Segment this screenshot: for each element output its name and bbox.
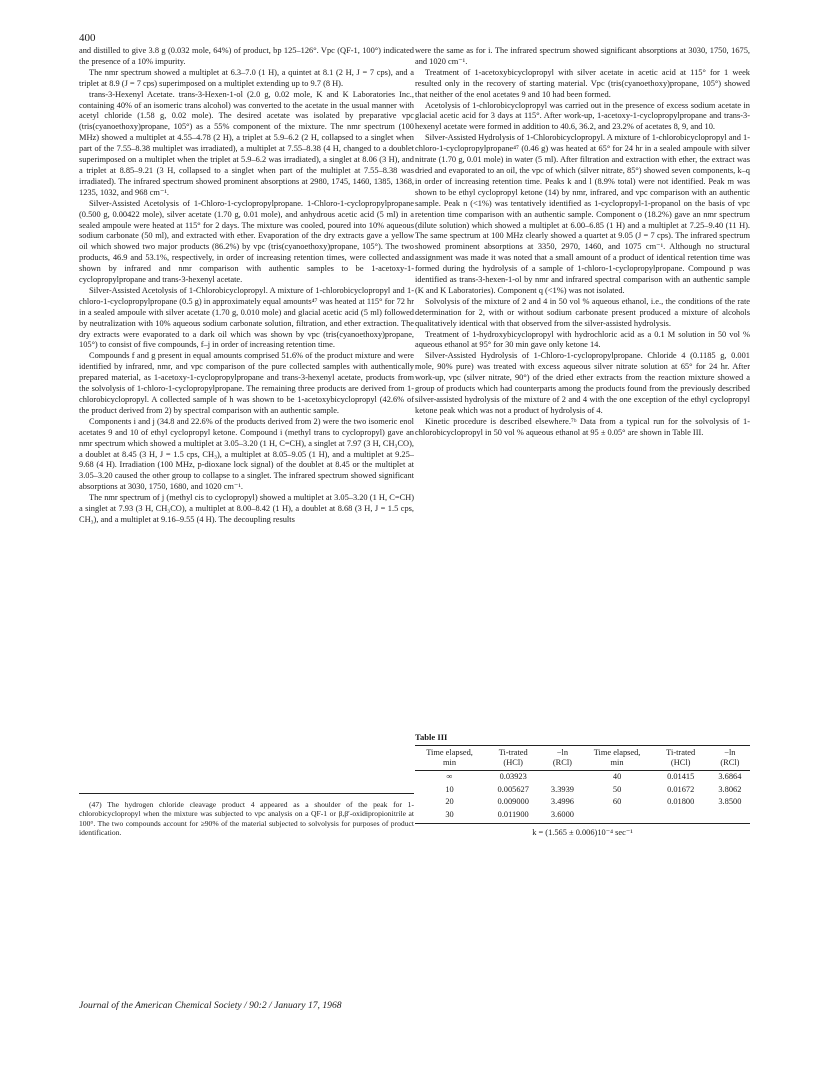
table-row — [415, 771, 750, 784]
column-header: −ln (RCl) — [710, 746, 750, 771]
table-row — [415, 796, 750, 809]
column-header: Ti-trated (HCl) — [484, 746, 542, 771]
table-cell — [652, 809, 710, 824]
paragraph: Acetolysis of 1-chlorobicyclopropyl was carried out in the presence of excess sodium acetate in glacial acetic acid for 3 days at 115°. After work-up, 1-acetoxy-1-cyclopropylpropane and trans-3-hexenyl acetate were formed in addition to 40.6, 36.2, and 23.2% of acetates 8, 9, and 10. — [415, 100, 750, 132]
table-cell: 0.03923 — [499, 772, 527, 781]
paragraph: The nmr spectrum showed a multiplet at 6.3–7.0 (1 H), a quintet at 8.1 (2 H, J = 7 cps), and a triplet at 8.9 (J = 7 cps) superimposed on a multiplet extending up to 9.7 (8 H). — [79, 67, 414, 88]
table-cell: 0.01800 — [667, 797, 695, 806]
paragraph: Silver-Assisted Hydrolysis of 1-Chloro-1-cyclopropylpropane. Chloride 4 (0.1185 g, 0.001 mole, 90% pure) was treated with excess aqueous silver nitrate solution at 65° for 24 hr. After work-up, vpc (silver nitrate, 90°) of the dried ether extracts from the reaction mixture showed a group of products which had counterparts among the products found from the previously described silver-assisted hydrolysis of the mixture of 2 and 4 with the one exception of the ethyl cyclopropyl ketone peak which was not a product of hydrolysis of 4. — [415, 351, 750, 415]
paragraph: Silver-Assisted Hydrolysis of 1-Chlorobicyclopropyl. A mixture of 1-chlorobicyclopropyl and 1-chloro-1-cyclopropylpropane⁴⁷ (0.46 g) was heated at 65° for 24 hr in a sealed ampoule with silver nitrate (1.70 g, 0.01 mole) in water (5 ml). After filtration and extraction with ether, the extract was dried and evaporated to an oil, the vpc of which (silver nitrate, 85°) showed seven components, k–q in order of increasing retention time. Peaks k and l (8.9% total) were not identified. Peak m was shown to be ethyl cyclopropyl ketone (14) by nmr, infrared, and vpc comparison with an authentic sample. Peak n (<1%) was tentatively identified as 1-cyclopropyl-1-propanol on the basis of vpc retention time comparison with an authentic sample. Component o (18.2%) gave an nmr spectrum (dilute solution) which showed a multiplet at 6.00–6.85 (1 H) and a multiplet at 7.25–9.40 (11 H). The same spectrum at 100 MHz clearly showed a quartet at 9.05 (J = 7 cps). The infrared spectrum showed prominent absorptions at 3350, 2970, 1460, and 1075 cm⁻¹. Although no structural assignment was made it was noted that a small amount of a product of identical retention time was formed during the hydrolysis of a sample of 1-chloro-1-cyclopropylpropane. Compound p was identified as trans-3-hexen-1-ol by nmr and infrared spectral comparison with an authentic sample (K and K Laboratories). Component q (<1%) was not isolated. — [415, 133, 750, 295]
paragraph: Treatment of 1-hydroxybicyclopropyl with hydrochloric acid as a 0.1 M solution in 50 vol % aqueous ethanol at 95° for 30 min gave only ketone 14. — [415, 329, 750, 350]
table-cell: 0.01415 — [667, 772, 695, 781]
table-cell: 10 — [445, 784, 454, 794]
left-column — [79, 46, 414, 526]
footnote-divider — [79, 793, 414, 794]
table-cell: 3.8062 — [718, 784, 742, 794]
table-cell: 0.005627 — [497, 784, 529, 794]
table-cell: 50 — [612, 784, 622, 794]
paragraph: and distilled to give 3.8 g (0.032 mole, 64%) of product, bp 125–126°. Vpc (QF-1, 100°) indicated the presence of a 10% impurity. — [79, 46, 414, 66]
paragraph: trans-3-Hexenyl Acetate. trans-3-Hexen-1-ol (2.0 g, 0.02 mole, K and K Laboratories Inc., containing 40% of an isomeric trans alcohol) was converted to the acetate in the usual manner with acetyl chloride (1.58 g, 0.02 mole). The desired acetate was isolated by preparative vpc (tris(cyanoethoxy)propane, 105°) as a 55% component of the mixture. The nmr spectrum (100 MHz) showed a multiplet at 4.55–4.78 (2 H), a triplet at 5.9–6.2 (2 H, collapsed to a singlet when part of the 7.55–8.38 multiplet was irradiated), a multiplet at 7.55–8.38 (4 H, changed to a doublet superimposed on a multiplet when the triplet at 5.9–6.2 was irradiated), a singlet at 8.06 (3 H), and a triplet at 8.85–9.21 (3 H, collapsed to a singlet when part of the multiplet at 7.55–8.38 was irradiated). The infrared spectrum showed prominent absorptions at 2980, 1745, 1460, 1385, 1368, 1235, 1032, and 968 cm⁻¹. — [79, 89, 414, 197]
table-row — [415, 809, 750, 824]
table-cell — [710, 809, 750, 824]
paragraph: Treatment of 1-acetoxybicyclopropyl with silver acetate in acetic acid at 115° for 1 week resulted only in the recovery of starting material. Vpc (tris(cyanoethoxy)propane, 105°) showed that neither of the enol acetates 9 and 10 had been formed. — [415, 67, 750, 99]
journal-footer: Journal of the American Chemical Society / 90:2 / January 17, 1968 — [79, 1000, 342, 1011]
table-cell: 3.6000 — [550, 809, 574, 819]
column-header: Time elapsed, min — [583, 746, 652, 771]
table-cell: 60 — [612, 797, 622, 806]
table-row — [415, 784, 750, 797]
paragraph: Kinetic procedure is described elsewhere.⁷ᵇ Data from a typical run for the solvolysis of 1-chlorobicyclopropyl in 50 vol % aqueous ethanol at 95 ± 0.05° are shown in Table III. — [415, 416, 750, 437]
paragraph: Solvolysis of the mixture of 2 and 4 in 50 vol % aqueous ethanol, i.e., the conditions of the rate determination for 2, with or without sodium carbonate present produced a mixture of alcohols qualitatively identical with that observed from the silver-assisted hydrolysis. — [415, 296, 750, 328]
table-cell: 3.4996 — [550, 797, 574, 806]
table-cell — [542, 771, 582, 784]
table-cell: ∞ — [446, 772, 453, 781]
rate-constant: k = (1.565 ± 0.006)10⁻⁴ sec⁻¹ — [415, 823, 750, 837]
paragraph: Silver-Assisted Acetolysis of 1-Chlorobicyclopropyl. A mixture of 1-chlorobicyclopropyl and 1-chloro-1-cyclopropylpropane (0.5 g) in approximately equal amounts⁴⁷ was heated at 115° for 72 hr in a sealed ampoule with silver acetate (1.70 g, 0.010 mole) and glacial acetic acid (5 ml) followed by neutralization with 10% aqueous sodium carbonate solution, filtration, and ether extraction. The dry extracts were evaporated to a dark oil which was shown by vpc (tris(cyanoethoxy)propane, 105°) to consist of five compounds, f–j in order of increasing retention time. — [79, 285, 414, 350]
paragraph: Silver-Assisted Acetolysis of 1-Chloro-1-cyclopropylpropane. 1-Chloro-1-cyclopropylpropane (0.500 g, 0.00422 mole), silver acetate (1.70 g, 0.01 mole), and anhydrous acetic acid (5 ml) in a sealed ampoule were heated at 115° for 2 days. The mixture was cooled, poured into 10% aqueous sodium carbonate (50 ml), and extracted with ether. Evaporation of the dry extracts gave a yellow oil which showed two major products (86.2%) by vpc (tris(cyanoethoxy)propane, 105°). The two products, 46.9 and 53.1%, respectively, in order of increasing retention times, were collected and shown by infrared and nmr comparison with authentic samples to be 1-acetoxy-1-cyclopropylpropane and trans-3-hexenyl acetate. — [79, 198, 414, 285]
table-cell: 20 — [445, 797, 454, 806]
table-cell: 3.6864 — [718, 772, 742, 781]
table-cell — [583, 809, 652, 824]
paragraph: The nmr spectrum of j (methyl cis to cyclopropyl) showed a multiplet at 3.05–3.20 (1 H, C=CH) a singlet at 7.93 (3 H, CH₃CO), a multiplet at 8.00–8.42 (1 H), a doublet at 8.68 (3 H, J = 1.5 cps, CH₃), and a multiplet at 9.16–9.55 (4 H). The decoupling results — [79, 493, 414, 524]
table-cell: 0.009000 — [497, 797, 529, 806]
paragraph: Components i and j (34.8 and 22.6% of the products derived from 2) were the two isomeric enol acetates 9 and 10 of ethyl cyclopropyl ketone. Compound i (methyl trans to cyclopropyl) gave an nmr spectrum which showed a multiplet at 3.05–3.20 (1 H, C=CH), a singlet at 7.97 (3 H, CH₃CO), a doublet at 8.45 (3 H, J = 1.5 cps, CH₃), a multiplet at 8.05–9.05 (1 H), and a multiplet at 9.25–9.68 (4 H). Irradiation (100 MHz, p-dioxane lock signal) of the doublet at 8.45 or the multiplet at 3.05–3.20 caused the other group to collapse to a singlet. The infrared spectrum showed significant absorptions at 3030, 1750, 1680, and 1020 cm⁻¹. — [79, 416, 414, 492]
data-table — [415, 745, 750, 823]
column-header: Time elapsed, min — [415, 746, 484, 771]
table-title: Table III — [415, 732, 448, 742]
right-column — [415, 46, 750, 439]
footnote-section — [79, 793, 414, 838]
page-number: 400 — [79, 32, 96, 44]
table-cell: 40 — [612, 772, 622, 781]
paragraph: were the same as for i. The infrared spectrum showed significant absorptions at 3030, 1750, 1675, and 1020 cm⁻¹. — [415, 46, 750, 66]
table-cell: 3.3939 — [550, 784, 574, 794]
paragraph: Compounds f and g present in equal amounts comprised 51.6% of the product mixture and were identified by infrared, nmr, and vpc comparison of the pure collected samples with authentically prepared material, as 1-acetoxy-1-cyclopropylpropane and trans-3-hexenyl acetate, products from the solvolysis of 1-chloro-1-cyclopropylpropane. The remaining three products are derived from 1-chlorobicyclopropyl. A collected sample of h was shown to be 1-acetoxybicyclopropyl (42.6% of the product derived from 2) by spectral comparison with an authentic sample. — [79, 351, 414, 415]
table-cell: 0.01672 — [667, 784, 695, 794]
column-header: Ti-trated (HCl) — [652, 746, 710, 771]
table-cell: 3.8500 — [718, 797, 742, 806]
table-cell: 0.011900 — [497, 809, 529, 819]
table-cell: 30 — [445, 809, 454, 819]
column-header: −ln (RCl) — [542, 746, 582, 771]
footnote-47: (47) The hydrogen chloride cleavage product 4 appeared as a shoulder of the peak for 1-chlorobicyclopropyl when the mixture was subjected to vpc analysis on a QF-1 or β,β′-oxidipropionitrile at 100°. The two compounds account for ≥90% of the material subjected to solvolysis for purposes of product identification. — [79, 800, 414, 838]
table-iii — [415, 732, 750, 837]
